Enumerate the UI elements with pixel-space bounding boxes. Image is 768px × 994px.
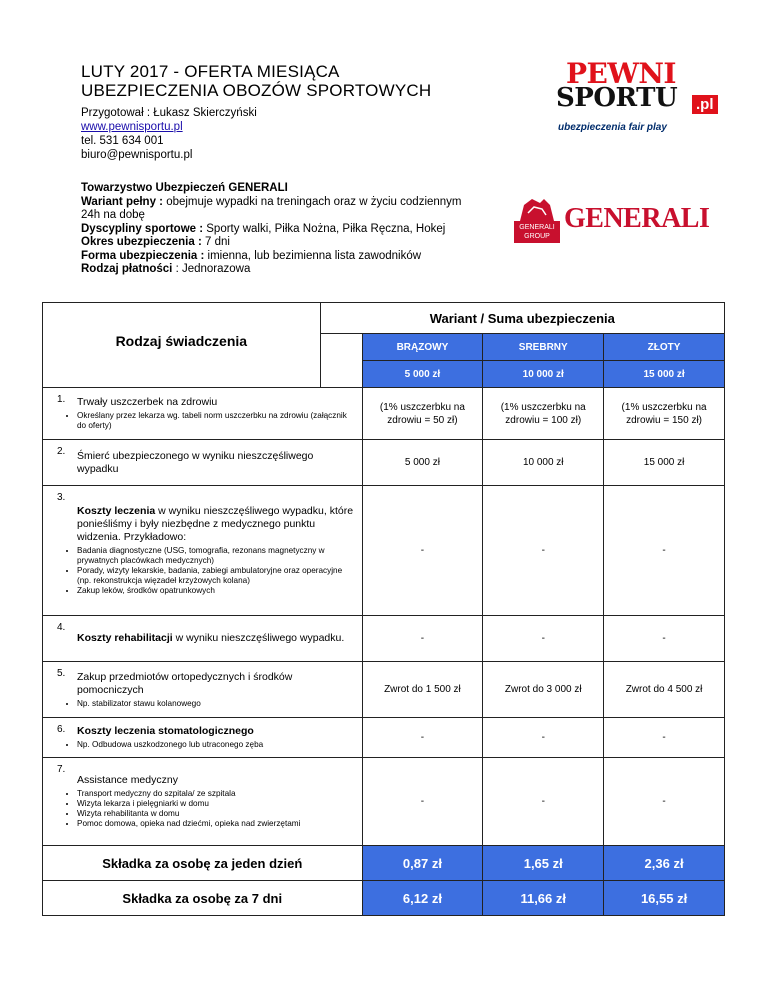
row-text-bold: Koszty leczenia stomatologicznego	[77, 725, 254, 737]
generali-box-line1: GENERALI	[519, 224, 555, 231]
generali-group-box	[514, 221, 560, 243]
row-number: 2.	[57, 446, 66, 457]
row-bullet: • Np. Odbudowa uszkodzonego lub utraconego zęba	[77, 740, 356, 750]
row-value: (1% uszczerbku na zdrowiu = 150 zł)	[604, 388, 725, 440]
variant-name-gold: ZŁOTY	[604, 334, 725, 361]
row-value: 5 000 zł	[362, 440, 483, 486]
generali-box-line2: GROUP	[524, 233, 550, 240]
variant-header: Wariant / Suma ubezpieczenia	[320, 303, 724, 334]
phone: tel. 531 634 001	[81, 135, 164, 147]
row-value: -	[483, 718, 604, 758]
row-text: w wyniku nieszczęśliwego wypadku.	[172, 632, 345, 644]
table-row	[43, 662, 725, 718]
row-value: 10 000 zł	[483, 440, 604, 486]
table-row	[43, 440, 725, 486]
generali-word: GENERALI	[564, 203, 710, 234]
title-line-2: UBEZPIECZENIA OBOZÓW SPORTOWYCH	[81, 81, 432, 100]
fee-value: 16,55 zł	[604, 881, 725, 916]
fee-row	[43, 881, 725, 916]
variant-sum-bronze: 5 000 zł	[362, 361, 483, 388]
pewnisportu-logo	[556, 57, 716, 133]
row-bullet: • Porady, wizyty lekarskie, badania, zabiegi ambulatoryjne oraz operacyjne (np. rekonstrukcja więzadeł krzyżowych kolana)	[77, 566, 356, 586]
row-bullet: • Transport medyczny do szpitala/ ze szpitala	[77, 789, 356, 799]
table-row	[43, 486, 725, 616]
row-value: -	[604, 486, 725, 616]
row-bullet: • Określany przez lekarza wg. tabeli norm uszczerbku na zdrowiu (załącznik do oferty)	[77, 411, 356, 431]
row-number: 1.	[57, 394, 66, 405]
prepared-by: Przygotował : Łukasz Skierczyński	[81, 107, 257, 119]
variant-sum-gold: 15 000 zł	[604, 361, 725, 388]
row-value: -	[483, 758, 604, 846]
variant-value: obejmuje wypadki na treningach oraz w życiu codziennym 24h na dobę	[81, 195, 462, 221]
row-value: 15 000 zł	[604, 440, 725, 486]
period-value: 7 dni	[201, 236, 230, 248]
disciplines-value: Sporty walki, Piłka Nożna, Piłka Ręczna, Hokej	[203, 222, 446, 235]
row-number: 7.	[57, 764, 66, 775]
row-value: Zwrot do 4 500 zł	[604, 662, 725, 718]
variant-name-bronze: BRĄZOWY	[362, 334, 483, 361]
variant-label: Wariant pełny :	[81, 195, 163, 208]
form-value: imienna, lub bezimienna lista zawodników	[204, 249, 422, 262]
period-label: Okres ubezpieczenia :	[81, 236, 202, 248]
logo-suffix: .pl	[692, 95, 718, 114]
table-row	[43, 388, 725, 440]
payment-label: Rodzaj płatności	[81, 263, 173, 275]
variant-name-silver: SREBRNY	[483, 334, 604, 361]
logo-tagline: ubezpieczenia fair play	[558, 122, 667, 133]
row-bullet: • Pomoc domowa, opieka nad dziećmi, opieka nad zwierzętami	[77, 819, 356, 829]
row-value: Zwrot do 3 000 zł	[483, 662, 604, 718]
table-row	[43, 616, 725, 662]
fee-value: 2,36 zł	[604, 846, 725, 881]
row-bullet: • Badania diagnostyczne (USG, tomografia, rezonans magnetyczny w prywatnych placówkach medycznych)	[77, 546, 356, 566]
fee-row	[43, 846, 725, 881]
row-value: -	[362, 616, 483, 662]
fee-label: Składka za osobę za 7 dni	[43, 881, 363, 916]
benefits-table	[42, 302, 725, 916]
page-title	[81, 62, 431, 100]
row-text: Zakup przedmiotów ortopedycznych i środków pomocniczych	[77, 670, 293, 696]
row-bullet: • Zakup leków, środków opatrunkowych	[77, 586, 356, 596]
row-text-bold: Koszty rehabilitacji	[77, 632, 173, 644]
insurer-info	[81, 182, 481, 277]
row-number: 5.	[57, 668, 66, 679]
insurer-name: Towarzystwo Ubezpieczeń GENERALI	[81, 182, 288, 194]
row-text-bold: Koszty leczenia	[77, 505, 156, 517]
variant-sum-silver: 10 000 zł	[483, 361, 604, 388]
row-value: -	[483, 486, 604, 616]
row-value: -	[362, 718, 483, 758]
row-value: (1% uszczerbku na zdrowiu = 100 zł)	[483, 388, 604, 440]
fee-value: 0,87 zł	[362, 846, 483, 881]
logo-line-1: PEWNI	[566, 57, 677, 90]
lion-icon	[514, 195, 560, 223]
row-value: (1% uszczerbku na zdrowiu = 50 zł)	[362, 388, 483, 440]
row-value: -	[604, 758, 725, 846]
table-row	[43, 758, 725, 846]
row-bullet: • Wizyta rehabilitanta w domu	[77, 809, 356, 819]
row-value: -	[362, 486, 483, 616]
fee-label: Składka za osobę za jeden dzień	[43, 846, 363, 881]
payment-value: : Jednorazowa	[172, 263, 251, 275]
row-text: Assistance medyczny	[77, 774, 178, 786]
row-value: -	[604, 718, 725, 758]
row-value: -	[362, 758, 483, 846]
row-text: Trwały uszczerbek na zdrowiu	[77, 396, 218, 408]
title-line-1: LUTY 2017 - OFERTA MIESIĄCA	[81, 62, 340, 81]
website-link[interactable]: www.pewnisportu.pl	[81, 121, 183, 133]
row-number: 4.	[57, 622, 66, 633]
contact-block	[81, 106, 257, 162]
row-number: 3.	[57, 492, 66, 503]
email: biuro@pewnisportu.pl	[81, 149, 193, 161]
row-text: Śmierć ubezpieczonego w wyniku nieszczęśliwego wypadku	[77, 449, 314, 475]
benefit-type-header: Rodzaj świadczenia	[43, 303, 321, 388]
fee-value: 11,66 zł	[483, 881, 604, 916]
row-value: -	[483, 616, 604, 662]
row-number: 6.	[57, 724, 66, 735]
table-row	[43, 718, 725, 758]
generali-logo	[514, 195, 710, 247]
row-text: w wyniku nieszczęśliwego wypadku, które ponieśliśmy i były niezbędne z medycznego punktu widzenia. Przykładowo:	[77, 505, 354, 543]
logo-line-2: SPORTU	[556, 83, 678, 113]
row-bullet: • Wizyta lekarza i pielęgniarki w domu	[77, 799, 356, 809]
row-value: Zwrot do 1 500 zł	[362, 662, 483, 718]
fee-value: 6,12 zł	[362, 881, 483, 916]
row-bullet: • Np. stabilizator stawu kolanowego	[77, 699, 356, 709]
form-label: Forma ubezpieczenia :	[81, 249, 205, 262]
disciplines-label: Dyscypliny sportowe :	[81, 222, 204, 235]
row-value: -	[604, 616, 725, 662]
fee-value: 1,65 zł	[483, 846, 604, 881]
